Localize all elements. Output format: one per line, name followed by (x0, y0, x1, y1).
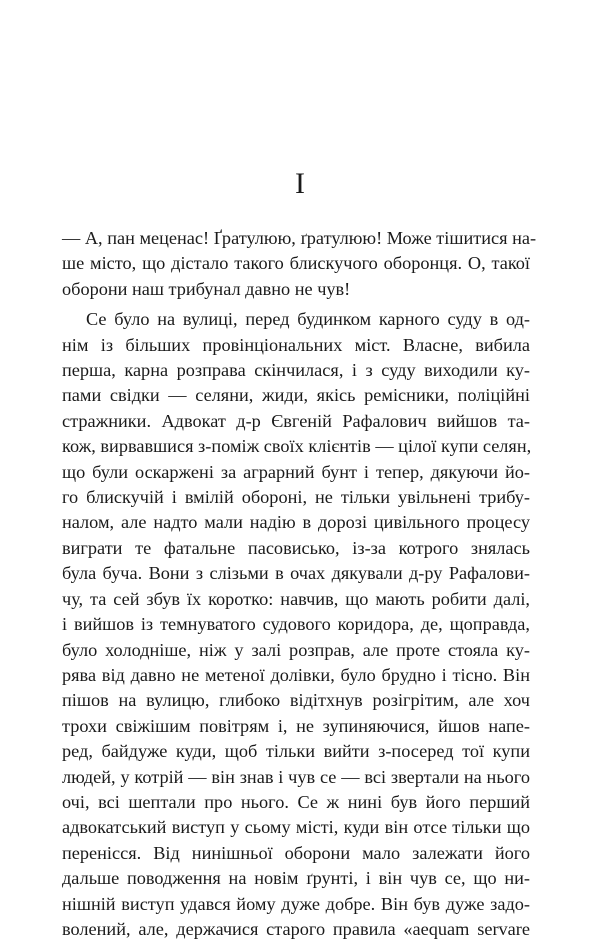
text-line: людей, у котрій — він знав і чув се — всі звертали на нього (62, 766, 530, 787)
paragraph-1 (62, 226, 537, 302)
text-line: кож, вирвавшися з-поміж своїх клієнтів — цілої купи селян, (62, 436, 532, 457)
text-line: налом, але надто мали надію в дорозі цивільного процесу (62, 512, 530, 533)
text-line: виграти те фатальне пасовисько, із-за котрого знялась (62, 537, 530, 558)
text-line: волений, але, держачися старого правила «aequam servare (62, 918, 530, 939)
text-line: чу, та сей збув їх коротко: навчив, що мають робити далі, (62, 588, 530, 609)
text-line: очі, всі шептали про нього. Се ж нині був його перший (62, 791, 530, 812)
text-line: Се було на вулиці, перед будинком карного суду в од- (86, 309, 530, 330)
text-line: і вийшов із темнуватого судового коридора, де, щоправда, (62, 614, 530, 635)
text-line: перенісся. Від нинішньої оборони мало залежати його (62, 842, 530, 863)
text-line: го блискучій і вмілій обороні, не тільки увільнені трибу- (62, 487, 530, 508)
text-line: оборони наш трибунал давно не чув! (62, 278, 351, 299)
text-line: перша, карна розправа скінчилася, і з суду виходили ку- (62, 360, 530, 381)
text-line: було холодніше, ніж у залі розправ, але проте стояла ку- (62, 639, 530, 660)
text-line: була буча. Вони з слізьми в очах дякували д-ру Рафалови- (62, 563, 530, 584)
text-line: ше місто, що дістало такого блискучого оборонця. О, такої (62, 253, 530, 274)
text-line: пішов на вулицю, глибоко відітхнув розігрітим, але хоч (62, 690, 530, 711)
body-text (62, 226, 537, 942)
text-line: нім із більших провінціональних міст. Власне, вибила (62, 334, 530, 355)
chapter-number: I (295, 167, 305, 200)
text-line: рява від давно не метеної долівки, було брудно і тісно. Він (62, 664, 530, 685)
text-line: дальше поводження на новім ґрунті, і він чув се, що ни- (62, 868, 530, 889)
text-line: пами свідки — селяни, жиди, якісь ремісники, поліційні (62, 385, 530, 406)
text-line: трохи свіжішим повітрям і, не зупиняючися, йшов напе- (62, 715, 530, 736)
text-line: стражники. Адвокат д-р Євгеній Рафалович вийшов та- (62, 410, 530, 431)
paragraph-2 (62, 307, 530, 942)
text-line: ред, байдуже куди, щоб тільки вийти з-посеред тої купи (62, 741, 530, 762)
text-line: нішній виступ удався йому дуже добре. Він був дуже задо- (62, 893, 530, 914)
text-line: адвокатський виступ у сьому місті, куди він отсе тільки що (62, 817, 530, 838)
text-line: — А, пан меценас! Ґратулюю, ґратулюю! Може тішитися на- (62, 228, 537, 248)
text-line: що були оскаржені за аграрний бунт і тепер, дякуючи йо- (62, 461, 530, 482)
